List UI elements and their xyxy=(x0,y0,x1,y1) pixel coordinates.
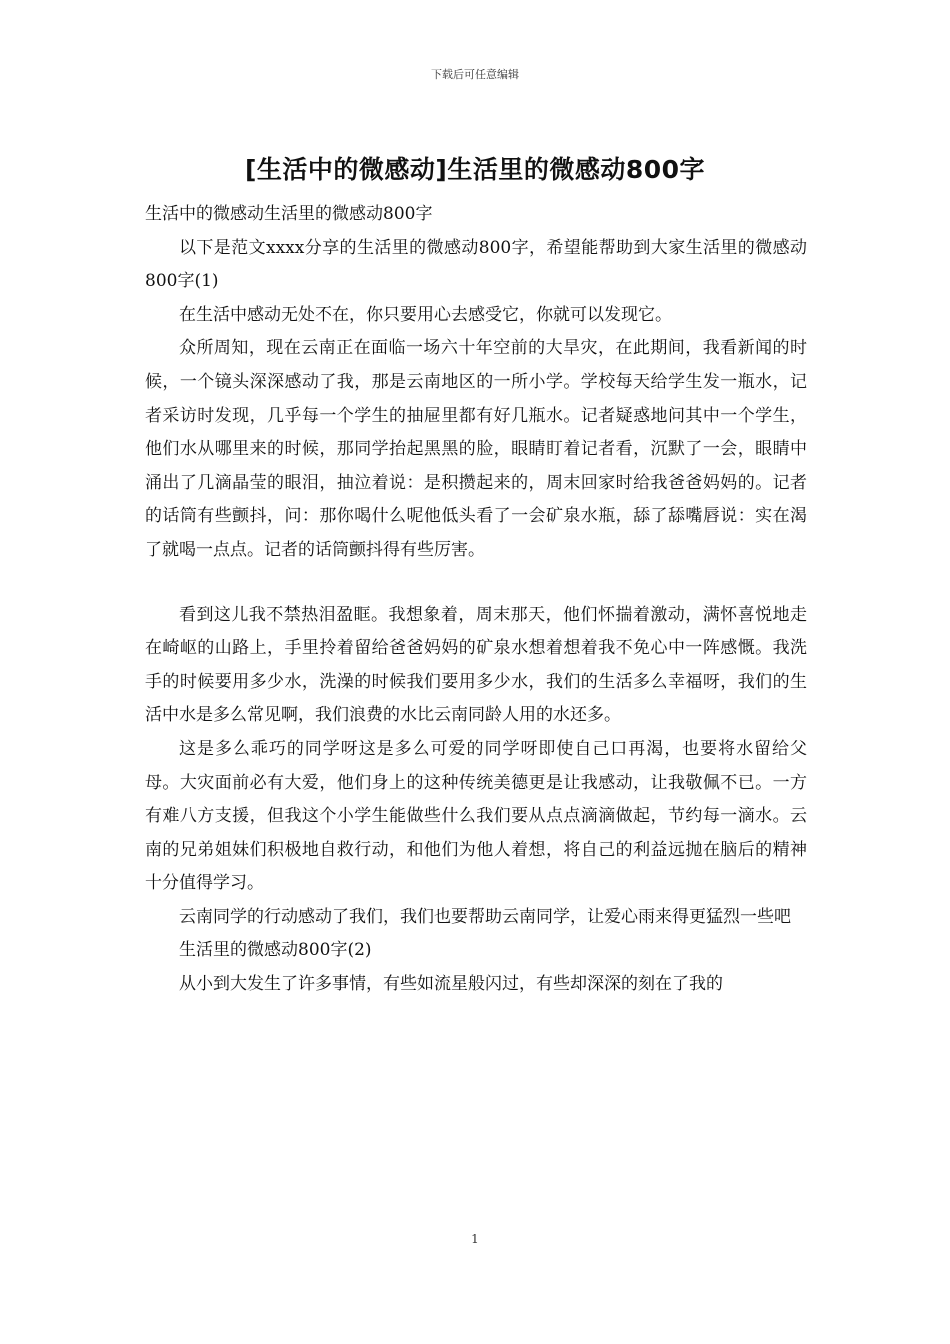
document-body xyxy=(145,198,807,1002)
intro-paragraph: 以下是范文xxxx分享的生活里的微感动800字，希望能帮助到大家生活里的微感动800字(1) xyxy=(145,237,807,292)
section-heading: 生活里的微感动800字(2) xyxy=(179,940,372,961)
body-paragraph: 众所周知，现在云南正在面临一场六十年空前的大旱灾，在此期间，我看新闻的时候，一个镜头深深感动了我，那是云南地区的一所小学。学校每天给学生发一瓶水，记者采访时发现，几乎每一个学生的抽屉里都有好几瓶水。记者疑惑地问其中一个学生，他们水从哪里来的时候，那同学抬起黑黑的脸，眼睛盯着记者看，沉默了一会，眼睛中涌出了几滴晶莹的眼泪，抽泣着说：是积攒起来的，周末回家时给我爸爸妈妈的。记者的话筒有些颤抖，问：那你喝什么呢他低头看了一会矿泉水瓶，舔了舔嘴唇说：实在渴了就喝一点点。记者的话筒颤抖得有些厉害。 xyxy=(145,338,807,560)
page-number: 1 xyxy=(471,1232,479,1246)
body-paragraph: 这是多么乖巧的同学呀这是多么可爱的同学呀即使自己口再渴，也要将水留给父母。大灾面前必有大爱，他们身上的这种传统美德更是让我感动，让我敬佩不已。一方有难八方支援，但我这个小学生能做些什么我们要从点点滴滴做起，节约每一滴水。云南的兄弟姐妹们积极地自救行动，和他们为他人着想，将自己的利益远抛在脑后的精神十分值得学习。 xyxy=(145,738,807,894)
page-header: 下载后可任意编辑 xyxy=(431,68,519,81)
body-paragraph: 看到这儿我不禁热泪盈眶。我想象着，周末那天，他们怀揣着激动，满怀喜悦地走在崎岖的山路上，手里拎着留给爸爸妈妈的矿泉水想着想着我不免心中一阵感慨。我洗手的时候要用多少水，洗澡的时候我们要用多少水，我们的生活多么幸福呀，我们的生活中水是多么常见啊，我们浪费的水比云南同龄人用的水还多。 xyxy=(145,604,807,726)
body-paragraph: 云南同学的行动感动了我们，我们也要帮助云南同学，让爱心雨来得更猛烈一些吧 xyxy=(179,906,791,927)
document-title: [生活中的微感动]生活里的微感动800字 xyxy=(244,155,706,184)
subtitle-paragraph: 生活中的微感动生活里的微感动800字 xyxy=(145,204,433,224)
body-paragraph: 从小到大发生了许多事情，有些如流星般闪过，有些却深深的刻在了我的 xyxy=(179,974,723,995)
body-paragraph: 在生活中感动无处不在，你只要用心去感受它，你就可以发现它。 xyxy=(179,304,672,325)
